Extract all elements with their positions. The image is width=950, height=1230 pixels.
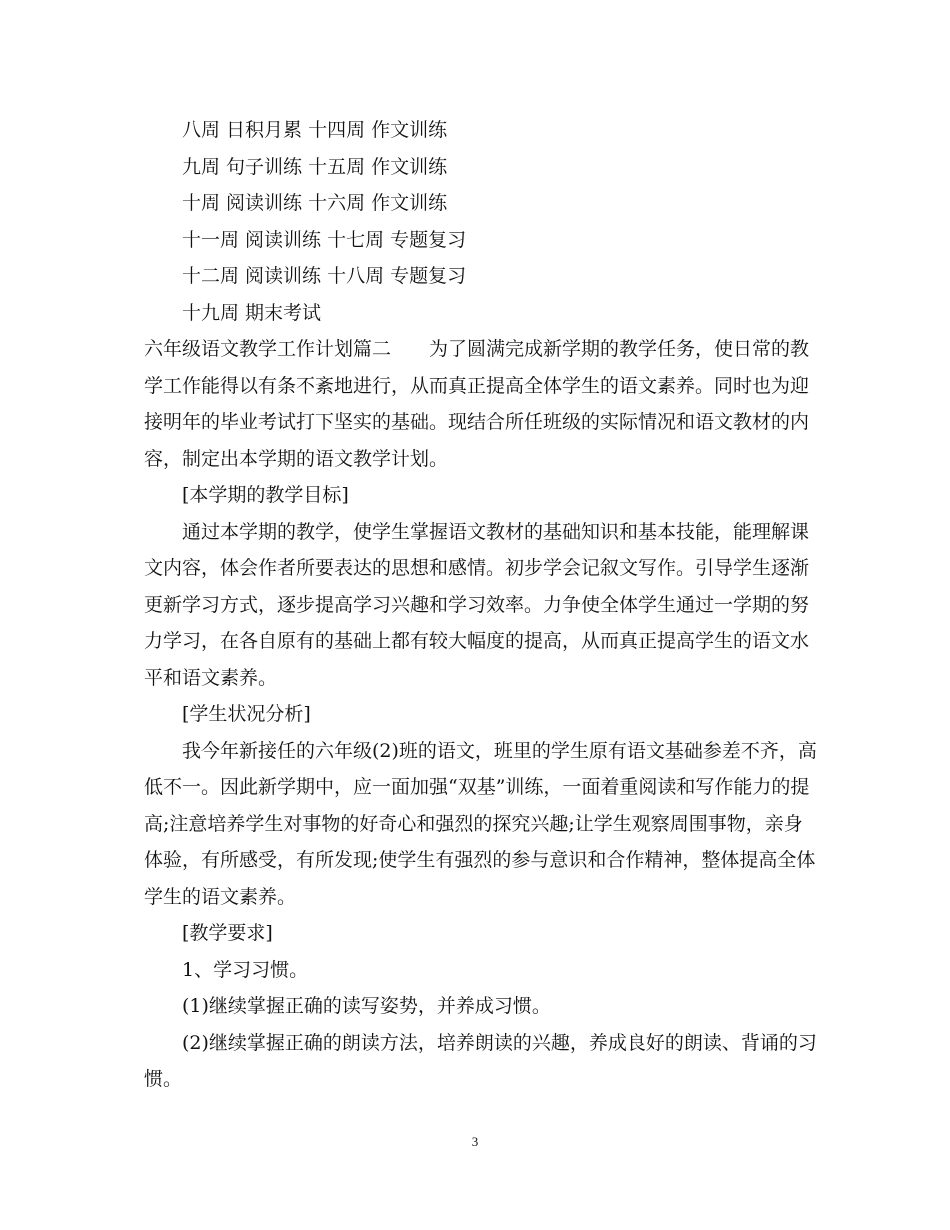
section-heading-goals: [本学期的教学目标] [182,484,349,506]
intro-line: 六年级语文教学工作计划篇二 为了圆满完成新学期的教学任务，使日常的教 [144,338,810,360]
students-line: 学生的语文素养。 [144,885,297,908]
intro-line: 容，制定出本学期的语文教学计划。 [144,447,449,470]
schedule-line: 十一周 阅读训练 十七周 专题复习 [182,228,467,251]
requirement-subitem: (1)继续掌握正确的读写姿势，并养成习惯。 [182,995,551,1017]
students-line: 我今年新接任的六年级(2)班的语文，班里的学生原有语文基础参差不齐，高 [182,739,817,762]
students-line: 体验，有所感受，有所发现;使学生有强烈的参与意识和合作精神，整体提高全体 [144,849,816,871]
goals-line: 力学习，在各自原有的基础上都有较大幅度的提高，从而真正提高学生的语文水 [144,630,810,652]
section-heading-students: [学生状况分析] [182,703,311,725]
goals-line: 平和语文素养。 [144,666,278,689]
students-line: 高;注意培养学生对事物的好奇心和强烈的探究兴趣;让学生观察周围事物，亲身 [144,812,803,835]
students-line: 低不一。因此新学期中，应一面加强“双基”训练，一面着重阅读和写作能力的提 [144,776,810,798]
goals-line: 更新学习方式，逐步提高学习兴趣和学习效率。力争使全体学生通过一学期的努 [144,593,810,616]
schedule-line: 十九周 期末考试 [182,301,322,324]
schedule-line: 九周 句子训练 十五周 作文训练 [182,155,448,178]
page-number: 3 [471,1134,479,1149]
section-heading-requirements: [教学要求] [182,922,273,944]
schedule-line: 八周 日积月累 十四周 作文训练 [182,119,448,141]
goals-line: 通过本学期的教学，使学生掌握语文教材的基础知识和基本技能，能理解课 [182,520,810,543]
schedule-line: 十周 阅读训练 十六周 作文训练 [182,192,448,214]
requirement-subitem: (2)继续掌握正确的朗读方法，培养朗读的兴趣，养成良好的朗读、背诵的习 [182,1031,817,1054]
intro-line: 接明年的毕业考试打下坚实的基础。现结合所任班级的实际情况和语文教材的内 [144,411,810,433]
intro-line: 学工作能得以有条不紊地进行，从而真正提高全体学生的语文素养。同时也为迎 [144,374,810,397]
document-body [144,112,817,1098]
requirement-subitem-continued: 惯。 [144,1068,183,1090]
goals-line: 文内容，体会作者所要表达的思想和感情。初步学会记叙文写作。引导学生逐渐 [144,557,810,579]
schedule-line: 十二周 阅读训练 十八周 专题复习 [182,265,467,287]
requirement-item: 1、学习习惯。 [182,958,309,981]
